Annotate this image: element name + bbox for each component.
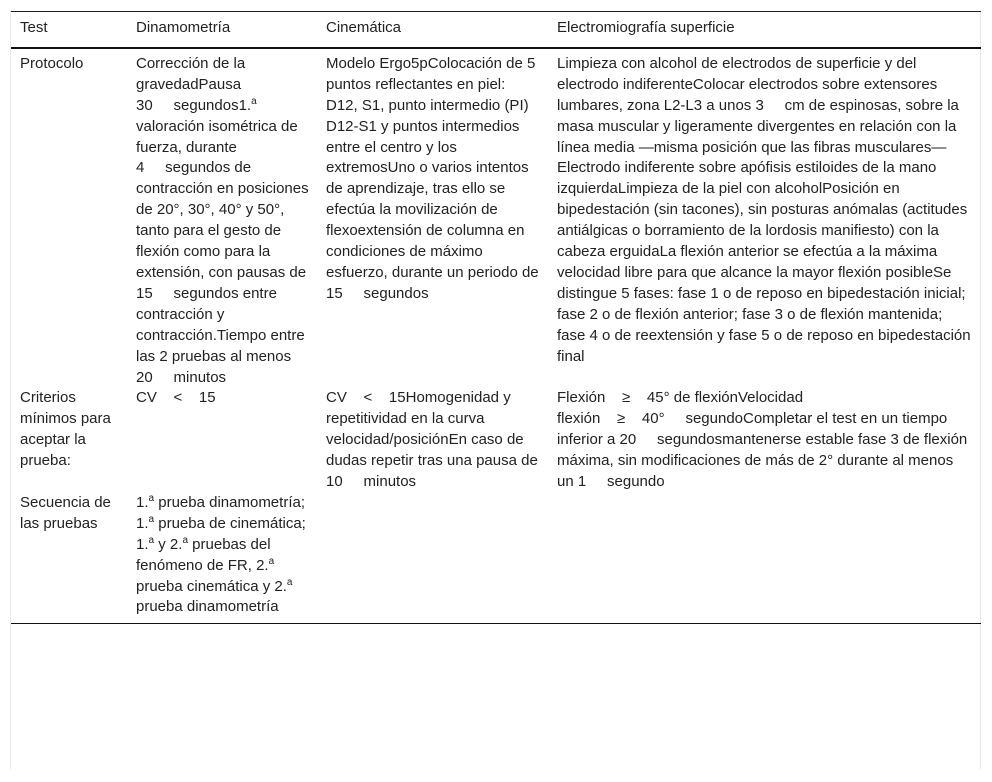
cell-secuencia-dinamometria: 1.$^a$ prueba dinamometría; 1.$^a$ prueba de cinemática; 1.$^a$ y 2.$^a$ pruebas del fenómeno de FR, 2.$^a$ prueba cinemática y 2.$^a$ prueba dinamometría: [136, 492, 306, 616]
row-label-protocolo: Protocolo: [20, 54, 84, 72]
cell-protocolo-dinamometria: Corrección de la gravedadPausa 30 segundos1.$^a$ valoración isométrica de fuerza, durante 4 segundos de contracción en posiciones de 20°, 30°, 40° y 50°, tanto para el gesto de flexión como para la extensión, con pausas de 15 segundos entre contracción y contracción.Tiempo entre las 2 pruebas al menos 20 minutos: [136, 54, 309, 386]
row-label-secuencia: Secuencia de las pruebas: [20, 493, 111, 532]
cell-protocolo-cinematica: Modelo Ergo5pColocación de 5 puntos reflectantes en piel: D12, S1, punto intermedio (PI) D12-S1 y puntos intermedios entre el centro y los extremosUno o varios intentos de aprendizaje, tras ello se efectúa la movilización de flexoextensión de columna en condiciones de máximo esfuerzo, durante un periodo de 15 segundos: [326, 54, 539, 302]
cell-criterios-dinamometria: CV < 15: [136, 389, 216, 407]
table-header-row: [11, 12, 981, 48]
header-dinamometria: Dinamometría: [136, 19, 231, 36]
row-label-criterios: Criterios mínimos para aceptar la prueba:: [20, 389, 111, 470]
header-cinematica: Cinemática: [326, 19, 402, 36]
cell-secuencia-cinematica: [317, 493, 548, 624]
cell-protocolo-electromiografia: Limpieza con alcohol de electrodos de superficie y del electrodo indiferenteColocar electrodos sobre extensores lumbares, zona L2-L3 a unos 3 cm de espinosas, sobre la masa muscular y ligeramente divergentes en relación con la línea media —misma posición que las fibras musculares—Electrodo indiferente sobre apófisis estiloides de la mano izquierdaLimpieza de la piel con alcoholPosición en bipedestación (sin tacones), sin posturas anómalas (actitudes antiálgicas o borramiento de la lordosis manifiesto) con la cabeza erguidaLa flexión anterior se efectúa a la máxima velocidad libre para que alcance la mayor flexión posibleSe distingue 5 fases: fase 1 o de reposo en bipedestación inicial; fase 2 o de flexión anterior; fase 3 o de flexión mantenida; fase 4 o de reextensión y fase 5 o de reposo en bipedestación final: [557, 54, 971, 365]
table-row-protocolo: [11, 48, 981, 389]
protocol-table: [11, 11, 981, 624]
table-row-criterios: [11, 388, 981, 493]
table-row-secuencia: [11, 493, 981, 624]
cell-criterios-electromiografia: Flexión ≥ 45° de flexiónVelocidad flexión ≥ 40° segundoCompletar el test en un tiempo inferior a 20 segundosmantenerse estable fase 3 de flexión máxima, sin modificaciones de más de 2° durante al menos un 1 segundo: [557, 389, 968, 491]
cell-criterios-cinematica: CV < 15Homogenidad y repetitividad en la curva velocidad/posiciónEn caso de dudas repetir tras una pausa de 10 minutos: [326, 389, 538, 491]
header-test: Test: [20, 19, 48, 36]
cell-secuencia-electromiografia: [548, 493, 981, 624]
header-electromiografia: Electromiografía superficie: [557, 19, 735, 36]
